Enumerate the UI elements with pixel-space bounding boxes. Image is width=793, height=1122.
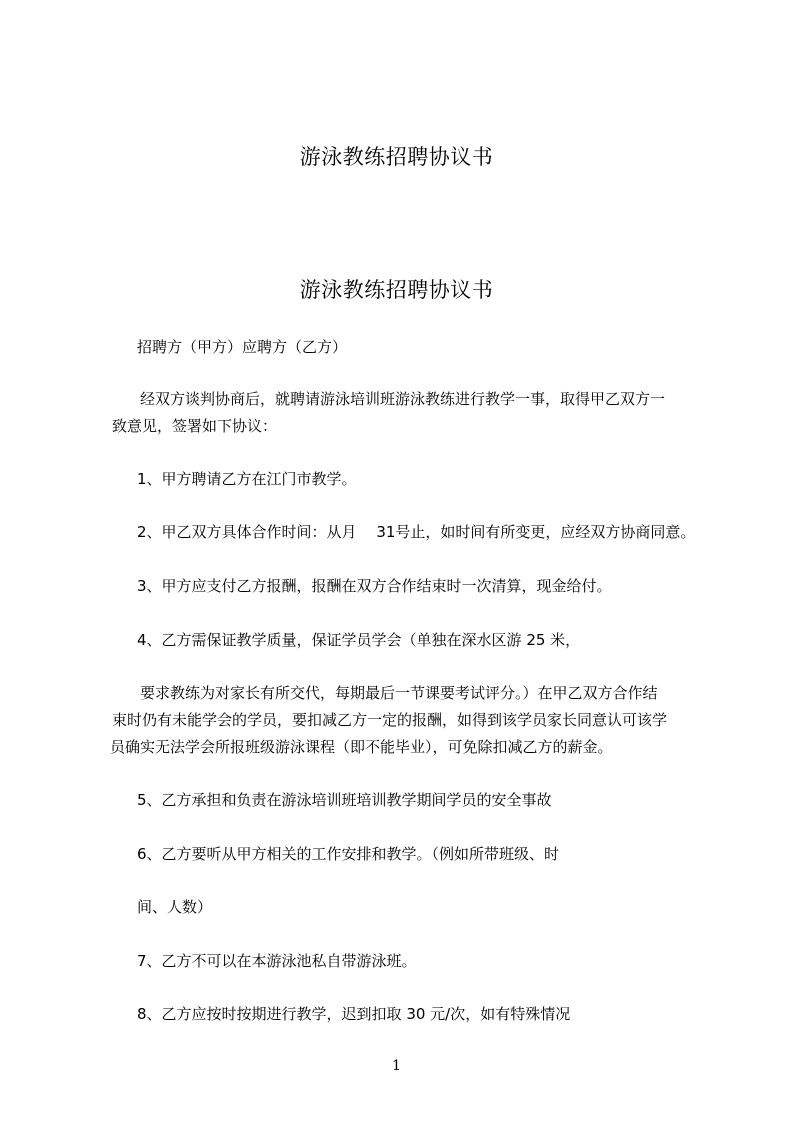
clause-4-continued-line-3: 员确实无法学会所报班级游泳课程（即不能毕业），可免除扣减乙方的薪金。 xyxy=(110,738,613,756)
clause-6: 6、乙方要听从甲方相关的工作安排和教学。（例如所带班级、时 xyxy=(137,845,560,863)
document-title: 游泳教练招聘协议书 xyxy=(299,278,494,302)
clause-2: 2、甲乙双方具体合作时间：从月 31号止，如时间有所变更，应经双方协商同意。 xyxy=(137,523,696,541)
intro-line-1: 经双方谈判协商后，就聘请游泳培训班游泳教练进行教学一事，取得甲乙双方一 xyxy=(140,390,666,408)
clause-1: 1、甲方聘请乙方在江门市教学。 xyxy=(137,470,357,488)
clause-4-continued-line-1: 要求教练为对家长有所交代，每期最后一节课要考试评分。）在甲乙双方合作结 xyxy=(140,684,658,702)
parties-line: 招聘方（甲方）应聘方（乙方） xyxy=(137,338,348,356)
clause-4: 4、乙方需保证教学质量，保证学员学会（单独在深水区游 25 米， xyxy=(137,631,581,649)
cover-title: 游泳教练招聘协议书 xyxy=(299,145,494,169)
clause-8: 8、乙方应按时按期进行教学，迟到扣取 30 元/次，如有特殊情况 xyxy=(137,1005,571,1023)
clause-6-continued: 间、人数） xyxy=(137,898,213,916)
clause-4-continued-line-2: 束时仍有未能学会的学员，要扣减乙方一定的报酬，如得到该学员家长同意认可该学 xyxy=(112,711,668,729)
clause-7: 7、乙方不可以在本游泳池私自带游泳班。 xyxy=(137,952,417,970)
intro-line-2: 致意见，签署如下协议： xyxy=(112,417,278,435)
clause-5: 5、乙方承担和负责在游泳培训班培训教学期间学员的安全事故 xyxy=(137,791,552,809)
page-number: 1 xyxy=(392,1058,401,1074)
clause-3: 3、甲方应支付乙方报酬，报酬在双方合作结束时一次清算，现金给付。 xyxy=(137,577,612,595)
